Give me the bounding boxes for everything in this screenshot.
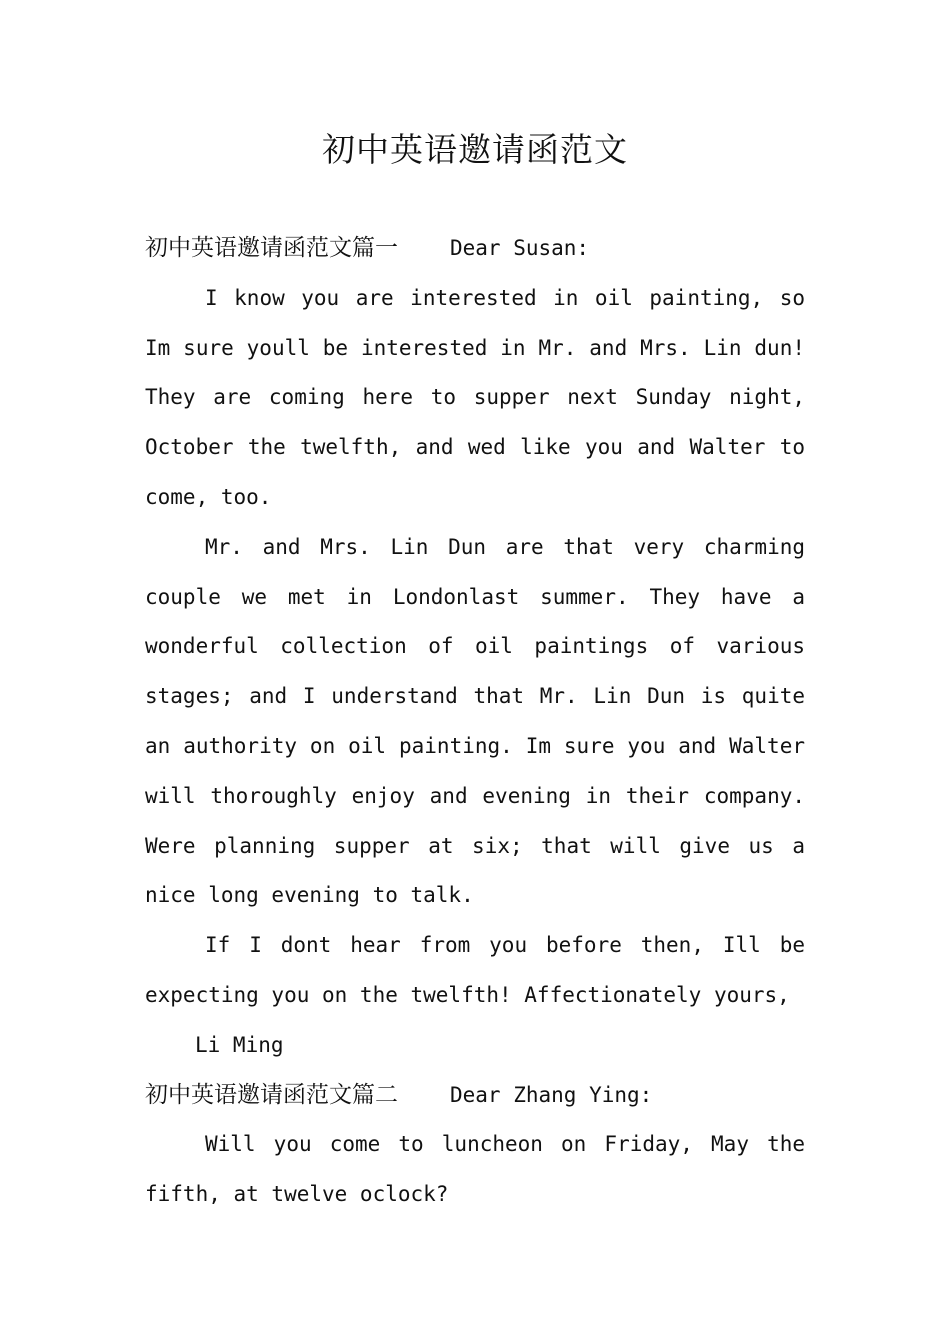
section-2-paragraph-1: Will you come to luncheon on Friday, May the fifth, at twelve oclock? <box>145 1132 805 1207</box>
section-2-salutation: Dear Zhang Ying: <box>450 1082 653 1107</box>
section-1-paragraph-1: I know you are interested in oil painting, so Im sure youll be interested in Mr. and Mrs. Lin dun! They are coming here to supper next Sunday night, October the twelfth, and wed like you and Walter to come, too. <box>145 285 805 509</box>
section-1-heading: 初中英语邀请函范文篇一 <box>145 235 398 261</box>
section-1-paragraph-3: If I dont hear from you before then, Ill be expecting you on the twelfth! Affectionately yours, <box>145 933 805 1007</box>
document-body <box>145 224 805 1220</box>
document-title: 初中英语邀请函范文 <box>322 130 628 169</box>
section-1-paragraph-2: Mr. and Mrs. Lin Dun are that very charming couple we met in Londonlast summer. They have a wonderful collection of oil paintings of various stages; and I understand that Mr. Lin Dun is quite an authority on oil painting. Im sure you and Walter will thoroughly enjoy and evening in their company. Were planning supper at six; that will give us a nice long evening to talk. <box>145 534 805 908</box>
section-2-heading: 初中英语邀请函范文篇二 <box>145 1081 398 1108</box>
section-1-salutation: Dear Susan: <box>450 236 590 260</box>
section-1-heading-line <box>145 224 805 274</box>
section-2-heading-line <box>145 1071 805 1121</box>
section-1-signature: Li Ming <box>195 1032 284 1057</box>
